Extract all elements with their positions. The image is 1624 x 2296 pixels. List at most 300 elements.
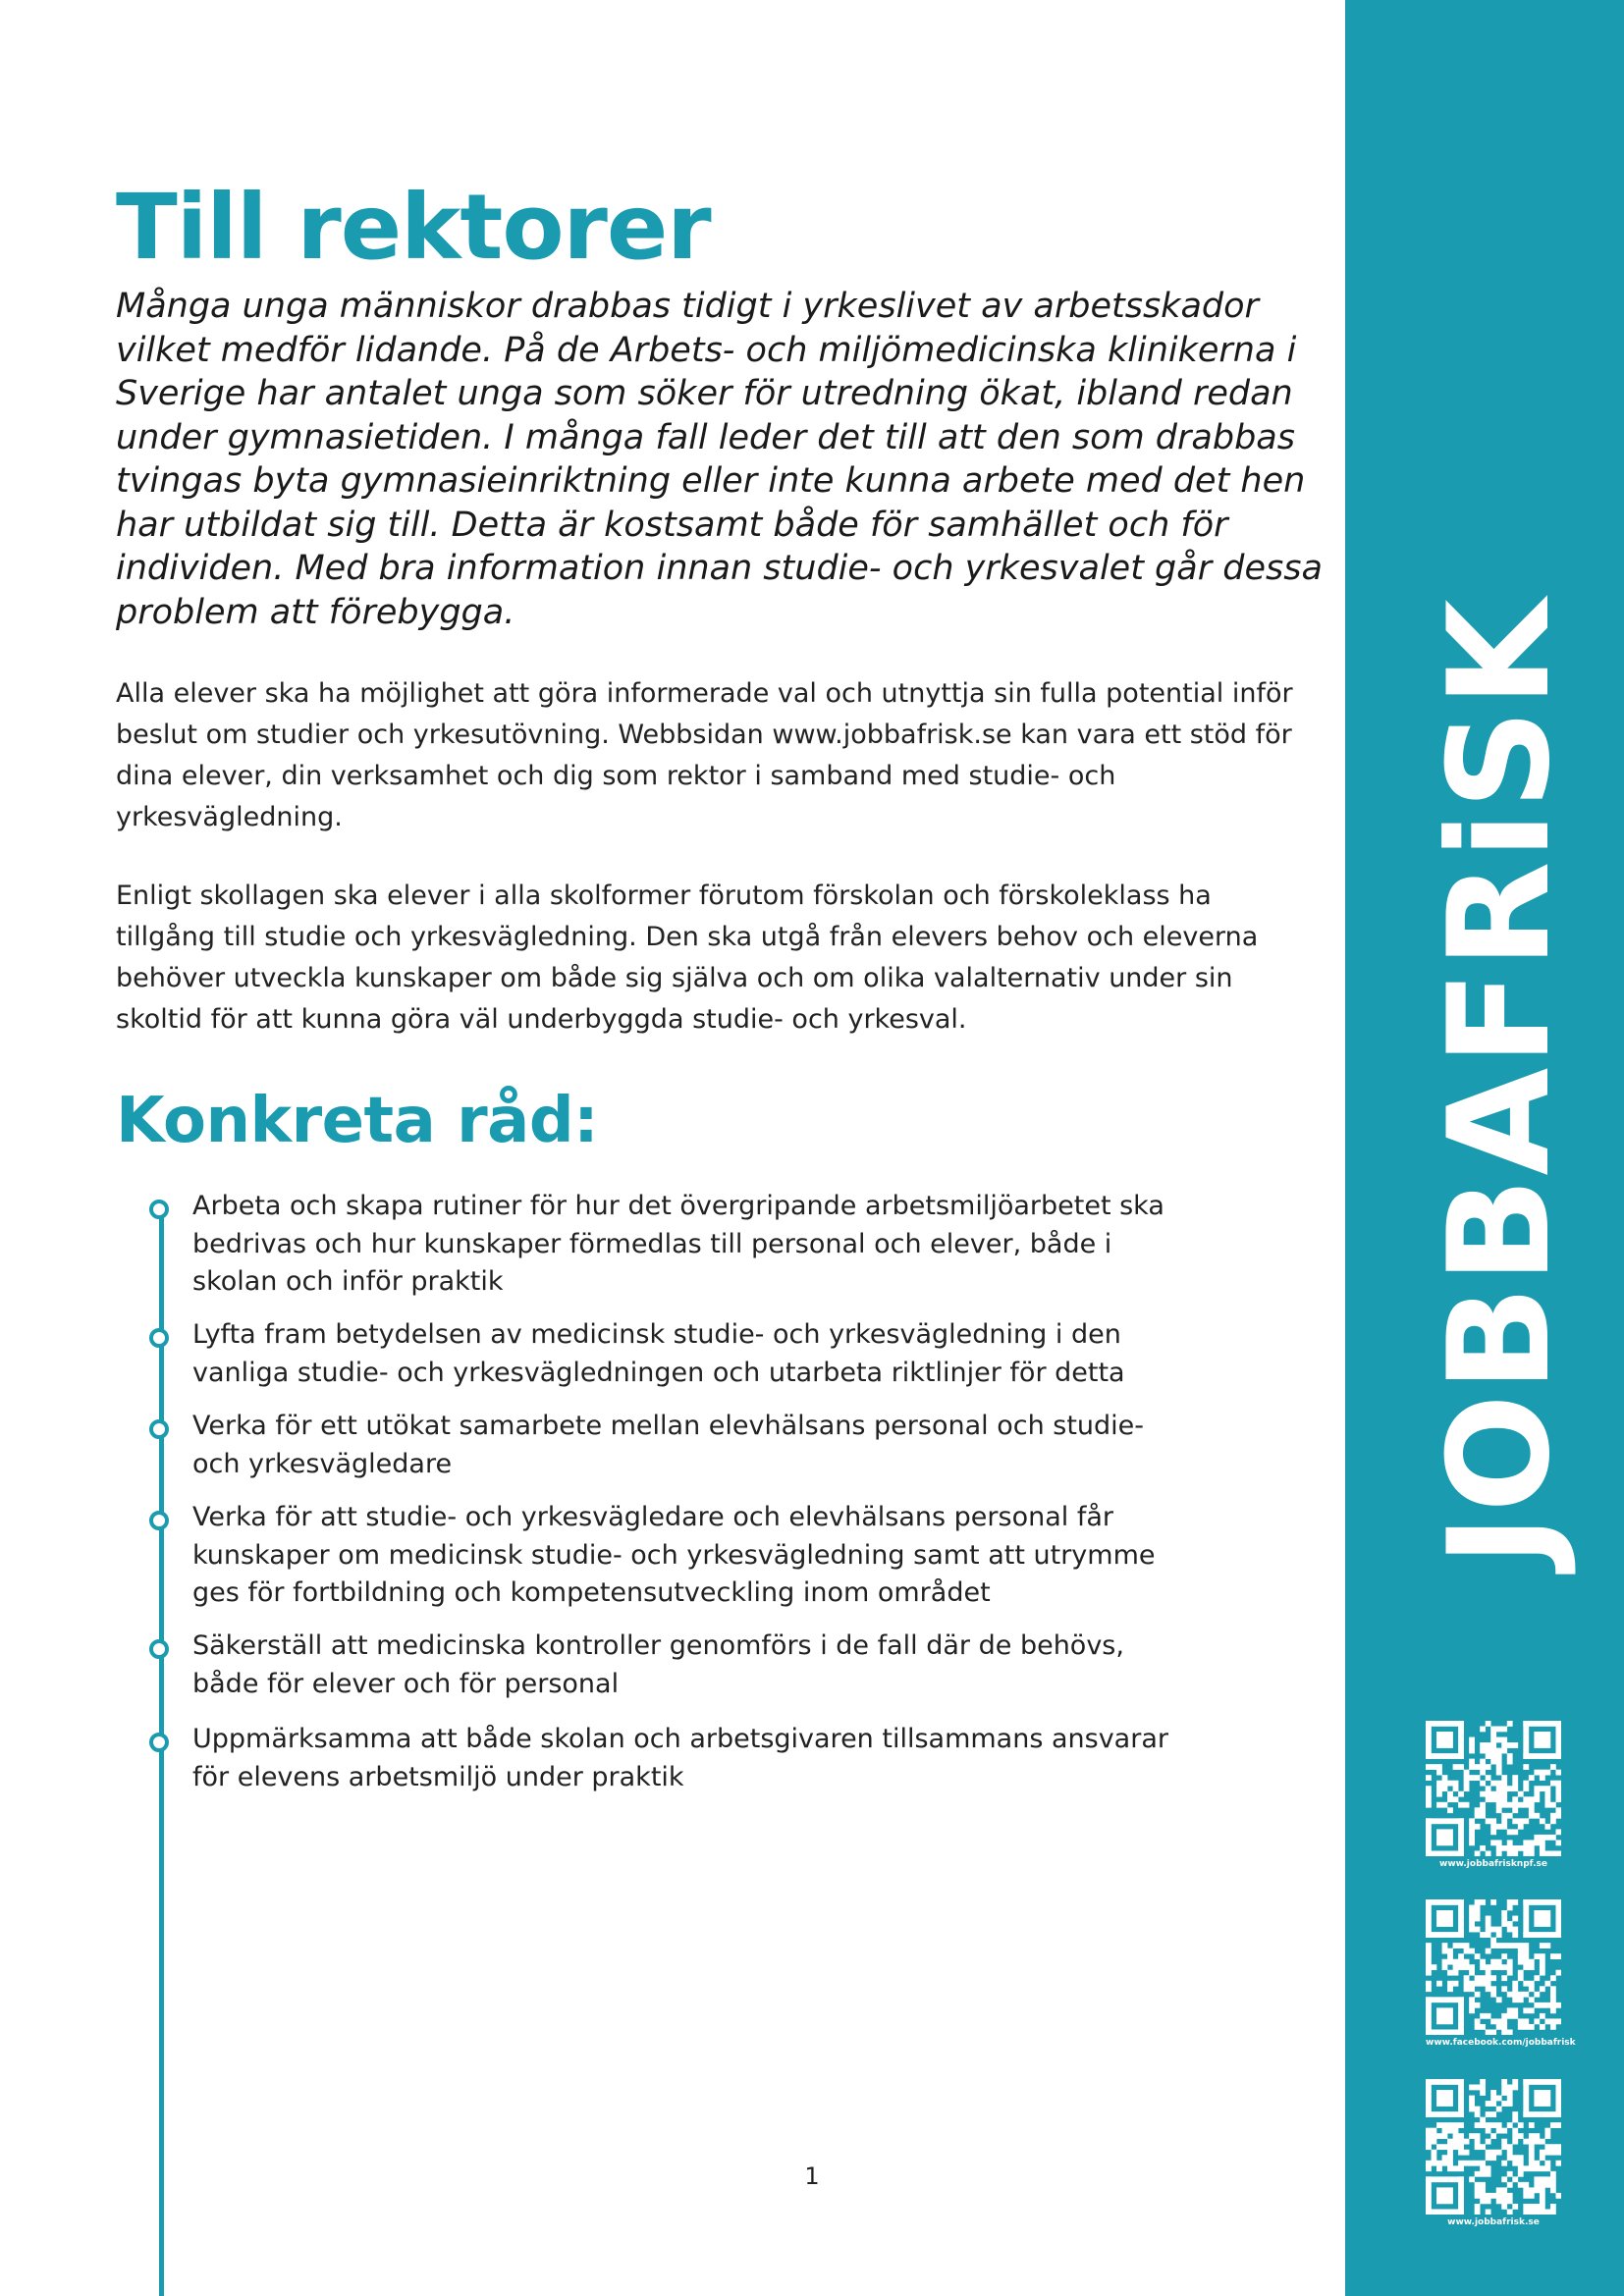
- qr-module: [1512, 1986, 1518, 1992]
- qr-module: [1486, 2029, 1491, 2035]
- qr-module: [1436, 1829, 1453, 1845]
- list-item: [192, 1316, 1184, 1392]
- qr-module: [1426, 1964, 1432, 1970]
- qr-module: [1458, 1818, 1464, 1856]
- qr-module: [1426, 1949, 1432, 1954]
- qr-module: [1486, 2111, 1491, 2117]
- qr-module: [1544, 2150, 1550, 2156]
- qr-module: [1555, 1770, 1561, 1776]
- qr-module: [1469, 1840, 1475, 1845]
- qr-module: [1442, 2122, 1448, 2128]
- qr-module: [1486, 1753, 1491, 1759]
- qr-code-website[interactable]: [1426, 2079, 1561, 2227]
- qr-module: [1529, 2144, 1535, 2150]
- qr-module: [1501, 2090, 1507, 2096]
- qr-module: [1512, 1992, 1518, 1998]
- qr-module: [1464, 1981, 1470, 1987]
- qr-module: [1426, 2079, 1432, 2117]
- qr-module: [1529, 1802, 1535, 1808]
- qr-module: [1458, 1964, 1464, 1970]
- qr-module: [1490, 1732, 1496, 1737]
- qr-module: [1529, 2007, 1535, 2013]
- qr-module: [1480, 1802, 1486, 1808]
- qr-module: [1480, 2117, 1486, 2123]
- qr-module: [1486, 1786, 1491, 1791]
- qr-module: [1523, 2079, 1529, 2117]
- qr-module: [1480, 1981, 1486, 1987]
- qr-module: [1475, 2085, 1481, 2091]
- qr-module: [1512, 1916, 1518, 1922]
- qr-module: [1426, 1775, 1432, 1781]
- qr-module: [1490, 2193, 1496, 2199]
- qr-module: [1426, 2161, 1432, 2166]
- qr-module: [1490, 2122, 1496, 2128]
- qr-module: [1523, 1786, 1529, 1791]
- qr-module: [1529, 2209, 1535, 2215]
- qr-module: [1555, 2122, 1561, 2128]
- qr-code-facebook[interactable]: [1426, 1899, 1576, 2048]
- qr-module: [1469, 2101, 1475, 2107]
- qr-module: [1540, 2198, 1545, 2204]
- qr-module: [1490, 2133, 1496, 2139]
- qr-module: [1490, 2150, 1496, 2156]
- qr-module: [1426, 1899, 1464, 1905]
- qr-module: [1501, 2024, 1507, 2030]
- qr-module: [1523, 2018, 1529, 2024]
- qr-module: [1501, 2176, 1507, 2182]
- qr-module: [1523, 1943, 1529, 1949]
- qr-module: [1529, 1840, 1535, 1845]
- qr-module: [1496, 2150, 1502, 2156]
- qr-module: [1496, 2024, 1502, 2030]
- qr-module: [1442, 1802, 1448, 1808]
- qr-module: [1436, 1781, 1442, 1787]
- qr-module: [1507, 2209, 1513, 2215]
- qr-module: [1480, 1899, 1486, 1905]
- qr-module: [1436, 1910, 1453, 1927]
- qr-module: [1426, 2176, 1464, 2182]
- qr-module: [1523, 1781, 1529, 1787]
- qr-module: [1426, 1850, 1464, 1856]
- qr-module: [1436, 2133, 1442, 2139]
- qr-module: [1544, 1770, 1550, 1776]
- qr-module: [1496, 1737, 1502, 1743]
- qr-module: [1496, 1791, 1502, 1797]
- qr-module: [1501, 1818, 1507, 1824]
- qr-module: [1469, 1829, 1475, 1835]
- qr-module: [1496, 2128, 1502, 2134]
- qr-module: [1507, 1964, 1513, 1970]
- qr-module: [1486, 1764, 1491, 1770]
- qr-module: [1529, 1981, 1535, 1987]
- qr-module: [1540, 2013, 1545, 2019]
- qr-module: [1512, 1932, 1518, 1938]
- qr-module: [1469, 2007, 1475, 2013]
- qr-module: [1550, 2182, 1556, 2188]
- qr-module: [1436, 2187, 1453, 2204]
- qr-module: [1486, 1796, 1491, 1802]
- qr-module: [1555, 2018, 1561, 2024]
- advice-text: Verka för att studie- och yrkesvägledare och elevhälsans personal får kunskaper om medicinsk studie- och yrkesvägledning samt att utrymme ges för fortbildning och kompetensutveckling inom området: [192, 1502, 1156, 1608]
- qr-module: [1486, 1748, 1491, 1754]
- qr-module: [1518, 2024, 1524, 2030]
- qr-module: [1453, 2122, 1459, 2128]
- qr-module: [1507, 1742, 1513, 1748]
- qr-module: [1544, 2176, 1550, 2182]
- qr-module: [1426, 1791, 1432, 1797]
- qr-module: [1486, 2155, 1491, 2161]
- qr-module: [1442, 2144, 1448, 2150]
- qr-module: [1464, 2139, 1470, 2145]
- qr-module: [1540, 1770, 1545, 1776]
- qr-module: [1501, 2085, 1507, 2091]
- qr-module: [1501, 1737, 1507, 1743]
- qr-module: [1534, 1796, 1540, 1802]
- qr-module: [1458, 2176, 1464, 2215]
- qr-module: [1486, 1921, 1491, 1927]
- qr-module: [1512, 2079, 1518, 2085]
- qr-module: [1534, 1992, 1540, 1998]
- qr-module: [1523, 1721, 1529, 1759]
- qr-module: [1490, 1959, 1496, 1965]
- qr-module: [1518, 2182, 1524, 2188]
- qr-module: [1518, 2161, 1524, 2166]
- qr-module: [1550, 1975, 1556, 1981]
- qr-module: [1426, 1764, 1432, 1770]
- qr-module: [1480, 1964, 1486, 1970]
- qr-module: [1480, 2122, 1486, 2128]
- qr-module: [1544, 1786, 1550, 1791]
- qr-module: [1426, 1932, 1464, 1938]
- qr-module: [1544, 1791, 1550, 1797]
- qr-module: [1475, 2018, 1481, 2024]
- qr-module: [1529, 1964, 1535, 1970]
- qr-code-npf[interactable]: [1426, 1721, 1561, 1869]
- qr-module: [1469, 2176, 1475, 2182]
- qr-module: [1480, 2013, 1486, 2019]
- qr-module: [1490, 1796, 1496, 1802]
- qr-module: [1496, 1748, 1502, 1754]
- qr-module: [1507, 1850, 1513, 1856]
- qr-module: [1518, 2165, 1524, 2171]
- qr-module: [1496, 1845, 1502, 1851]
- qr-module: [1480, 1791, 1486, 1797]
- qr-module: [1518, 1975, 1524, 1981]
- advice-text: Arbeta och skapa rutiner för hur det övergripande arbetsmiljöarbetet ska bedrivas och hur kunskaper förmedlas till personal och elever, både i skolan och inför praktik: [192, 1191, 1164, 1297]
- qr-module: [1507, 1840, 1513, 1845]
- qr-module: [1458, 2165, 1464, 2171]
- qr-module: [1426, 1981, 1432, 1987]
- qr-module: [1480, 2198, 1486, 2204]
- qr-module: [1555, 1791, 1561, 1797]
- qr-module: [1496, 2018, 1502, 2024]
- qr-module: [1490, 1818, 1496, 1824]
- qr-module: [1447, 1807, 1453, 1813]
- qr-module: [1490, 2155, 1496, 2161]
- qr-module: [1512, 1829, 1518, 1835]
- qr-module: [1475, 1807, 1481, 1813]
- qr-module: [1453, 1981, 1459, 1987]
- qr-module: [1544, 2002, 1550, 2008]
- qr-module: [1458, 1802, 1464, 1808]
- qr-module: [1490, 1829, 1496, 1835]
- qr-module: [1540, 1959, 1545, 1965]
- qr-module: [1507, 1959, 1513, 1965]
- qr-module: [1496, 1759, 1502, 1765]
- qr-module: [1529, 1775, 1535, 1781]
- qr-module: [1544, 2133, 1550, 2139]
- qr-module: [1496, 1796, 1502, 1802]
- qr-module: [1475, 1824, 1481, 1830]
- qr-module: [1442, 2133, 1448, 2139]
- qr-module: [1436, 1802, 1442, 1808]
- qr-module: [1534, 1975, 1540, 1981]
- qr-module: [1453, 1943, 1459, 1949]
- qr-module: [1512, 1997, 1518, 2002]
- qr-module: [1501, 2198, 1507, 2204]
- qr-module: [1464, 2150, 1470, 2156]
- qr-module: [1480, 1764, 1486, 1770]
- qr-module: [1540, 2204, 1545, 2210]
- timeline-node-icon: [149, 1419, 169, 1439]
- timeline-node-icon: [149, 1639, 169, 1659]
- qr-module: [1453, 1970, 1459, 1976]
- qr-module: [1540, 1786, 1545, 1791]
- qr-module: [1534, 2187, 1540, 2193]
- qr-module: [1426, 1959, 1432, 1965]
- qr-module: [1518, 1802, 1524, 1808]
- qr-module: [1490, 1753, 1496, 1759]
- qr-module: [1496, 2198, 1502, 2204]
- qr-module: [1458, 1997, 1464, 2035]
- qr-module: [1507, 1992, 1513, 1998]
- qr-module: [1540, 1964, 1545, 1970]
- timeline-node-icon: [149, 1328, 169, 1348]
- qr-module: [1496, 1824, 1502, 1830]
- qr-module: [1469, 1927, 1475, 1933]
- qr-module: [1464, 1781, 1470, 1787]
- qr-module: [1480, 2161, 1486, 2166]
- qr-module: [1480, 2182, 1486, 2188]
- qr-module: [1469, 1818, 1475, 1824]
- qr-module: [1496, 1727, 1502, 1733]
- qr-module: [1501, 1845, 1507, 1851]
- qr-module: [1507, 1905, 1513, 1911]
- qr-module: [1453, 1781, 1459, 1787]
- qr-module: [1550, 1764, 1556, 1770]
- qr-module: [1507, 2144, 1513, 2150]
- qr-module: [1540, 2139, 1545, 2145]
- qr-module: [1540, 2176, 1545, 2182]
- qr-module: [1550, 2122, 1556, 2128]
- qr-module: [1501, 2161, 1507, 2166]
- timeline-node-icon: [149, 1200, 169, 1219]
- qr-module: [1555, 2161, 1561, 2166]
- qr-module: [1469, 1748, 1475, 1754]
- qr-module: [1426, 2176, 1432, 2215]
- qr-module: [1486, 1916, 1491, 1922]
- qr-module: [1540, 2209, 1545, 2215]
- qr-module: [1540, 1775, 1545, 1781]
- qr-module: [1432, 1964, 1437, 1970]
- qr-module: [1507, 1759, 1513, 1765]
- qr-module: [1529, 1845, 1535, 1851]
- qr-module: [1469, 1921, 1475, 1927]
- qr-module: [1518, 1791, 1524, 1797]
- qr-module: [1534, 1953, 1540, 1959]
- qr-module: [1453, 2139, 1459, 2145]
- timeline-node-icon: [149, 1733, 169, 1752]
- qr-module: [1512, 2161, 1518, 2166]
- qr-module: [1475, 1981, 1481, 1987]
- qr-module: [1501, 2079, 1507, 2085]
- qr-module: [1540, 1818, 1545, 1824]
- qr-module: [1480, 2165, 1486, 2171]
- qr-module: [1501, 1748, 1507, 1754]
- qr-module: [1507, 1845, 1513, 1851]
- qr-module: [1534, 2133, 1540, 2139]
- qr-module: [1426, 2144, 1432, 2150]
- qr-module: [1469, 1759, 1475, 1765]
- qr-module: [1518, 2155, 1524, 2161]
- qr-module: [1436, 2090, 1453, 2107]
- qr-module: [1442, 2128, 1448, 2134]
- qr-module: [1501, 1964, 1507, 1970]
- section-heading-konkreta-rad: Konkreta råd:: [116, 1085, 599, 1157]
- qr-module: [1501, 1781, 1507, 1787]
- qr-module: [1523, 1964, 1529, 1970]
- qr-module: [1486, 2013, 1491, 2019]
- qr-module: [1458, 1959, 1464, 1965]
- qr-module: [1507, 1802, 1513, 1808]
- qr-module: [1469, 2161, 1475, 2166]
- qr-module: [1550, 2007, 1556, 2013]
- qr-module: [1475, 1953, 1481, 1959]
- qr-module: [1512, 2111, 1518, 2117]
- qr-code-icon: [1426, 2079, 1561, 2215]
- qr-module: [1534, 2018, 1540, 2024]
- qr-module: [1453, 1786, 1459, 1791]
- qr-module: [1555, 2002, 1561, 2008]
- qr-module: [1507, 2013, 1513, 2019]
- qr-module: [1501, 1786, 1507, 1791]
- qr-module: [1432, 2133, 1437, 2139]
- qr-module: [1486, 1850, 1491, 1856]
- qr-module: [1555, 1781, 1561, 1787]
- qr-module: [1507, 1899, 1513, 1905]
- qr-module: [1501, 1986, 1507, 1992]
- qr-module: [1453, 1959, 1459, 1965]
- qr-module: [1436, 1981, 1442, 1987]
- qr-module: [1540, 2187, 1545, 2193]
- qr-module: [1534, 1786, 1540, 1791]
- list-item: [192, 1188, 1184, 1302]
- qr-module: [1501, 2187, 1507, 2193]
- qr-module: [1464, 1959, 1470, 1965]
- qr-module: [1458, 1943, 1464, 1949]
- page-title: Till rektorer: [116, 175, 711, 280]
- qr-module: [1426, 1802, 1432, 1808]
- qr-module: [1550, 2204, 1556, 2210]
- qr-module: [1496, 1927, 1502, 1933]
- qr-module: [1544, 1824, 1550, 1830]
- qr-module: [1507, 2122, 1513, 2128]
- qr-module: [1544, 1802, 1550, 1808]
- qr-module: [1507, 1786, 1513, 1791]
- qr-module: [1512, 1845, 1518, 1851]
- qr-module: [1426, 1753, 1464, 1759]
- qr-module: [1480, 1759, 1486, 1765]
- qr-module: [1447, 2144, 1453, 2150]
- qr-module: [1436, 2161, 1442, 2166]
- qr-module: [1486, 2139, 1491, 2145]
- qr-module: [1555, 1807, 1561, 1813]
- qr-module: [1464, 2161, 1470, 2166]
- qr-module: [1426, 2111, 1464, 2117]
- qr-module: [1447, 2161, 1453, 2166]
- qr-module: [1529, 1986, 1535, 1992]
- qr-module: [1550, 2018, 1556, 2024]
- qr-module: [1540, 2002, 1545, 2008]
- qr-module: [1534, 1791, 1540, 1797]
- qr-module: [1436, 1791, 1442, 1797]
- qr-module: [1507, 2155, 1513, 2161]
- brand-wordmark-logo: JOBBAFRiSK: [1419, 597, 1581, 1567]
- qr-module: [1501, 1910, 1507, 1916]
- qr-module: [1534, 2176, 1540, 2182]
- qr-module: [1555, 2193, 1561, 2199]
- body-paragraph-elevers-val: Alla elever ska ha möjlighet att göra informerade val och utnyttja sin fulla potential inför beslut om studier och yrkesutövning. Webbsidan www.jobbafrisk.se kan vara ett stöd för dina elever, din verksamhet och dig som rektor i samband med studie- och yrkesvägledning.: [116, 678, 1293, 832]
- qr-module: [1512, 1802, 1518, 1808]
- qr-module: [1529, 2204, 1535, 2210]
- qr-module: [1458, 2161, 1464, 2166]
- qr-module: [1534, 1835, 1540, 1841]
- qr-module: [1475, 2187, 1481, 2193]
- qr-module: [1480, 1748, 1486, 1754]
- qr-module: [1518, 2018, 1524, 2024]
- qr-module: [1555, 2150, 1561, 2156]
- qr-module: [1529, 2150, 1535, 2156]
- qr-module: [1442, 2155, 1448, 2161]
- qr-module: [1469, 1910, 1475, 1916]
- qr-module: [1475, 1916, 1481, 1922]
- qr-module: [1544, 2165, 1550, 2171]
- qr-module: [1486, 1721, 1491, 1727]
- qr-module: [1490, 2111, 1496, 2117]
- qr-module: [1458, 2139, 1464, 2145]
- qr-module: [1501, 2193, 1507, 2199]
- qr-module: [1496, 1943, 1502, 1949]
- qr-module: [1550, 1992, 1556, 1998]
- qr-module: [1523, 1850, 1529, 1856]
- qr-module: [1432, 2155, 1437, 2161]
- qr-module: [1464, 1943, 1470, 1949]
- qr-module: [1512, 1742, 1518, 1748]
- qr-module: [1458, 2122, 1464, 2128]
- qr-module: [1523, 2024, 1529, 2030]
- qr-module: [1544, 2144, 1550, 2150]
- qr-module: [1458, 1721, 1464, 1759]
- qr-module: [1469, 1764, 1475, 1770]
- qr-module: [1442, 1786, 1448, 1791]
- qr-module: [1486, 1981, 1491, 1987]
- qr-module: [1512, 2133, 1518, 2139]
- qr-module: [1486, 1986, 1491, 1992]
- qr-module: [1447, 1796, 1453, 1802]
- qr-module: [1507, 2007, 1513, 2013]
- qr-module: [1442, 1781, 1448, 1787]
- qr-module: [1458, 2144, 1464, 2150]
